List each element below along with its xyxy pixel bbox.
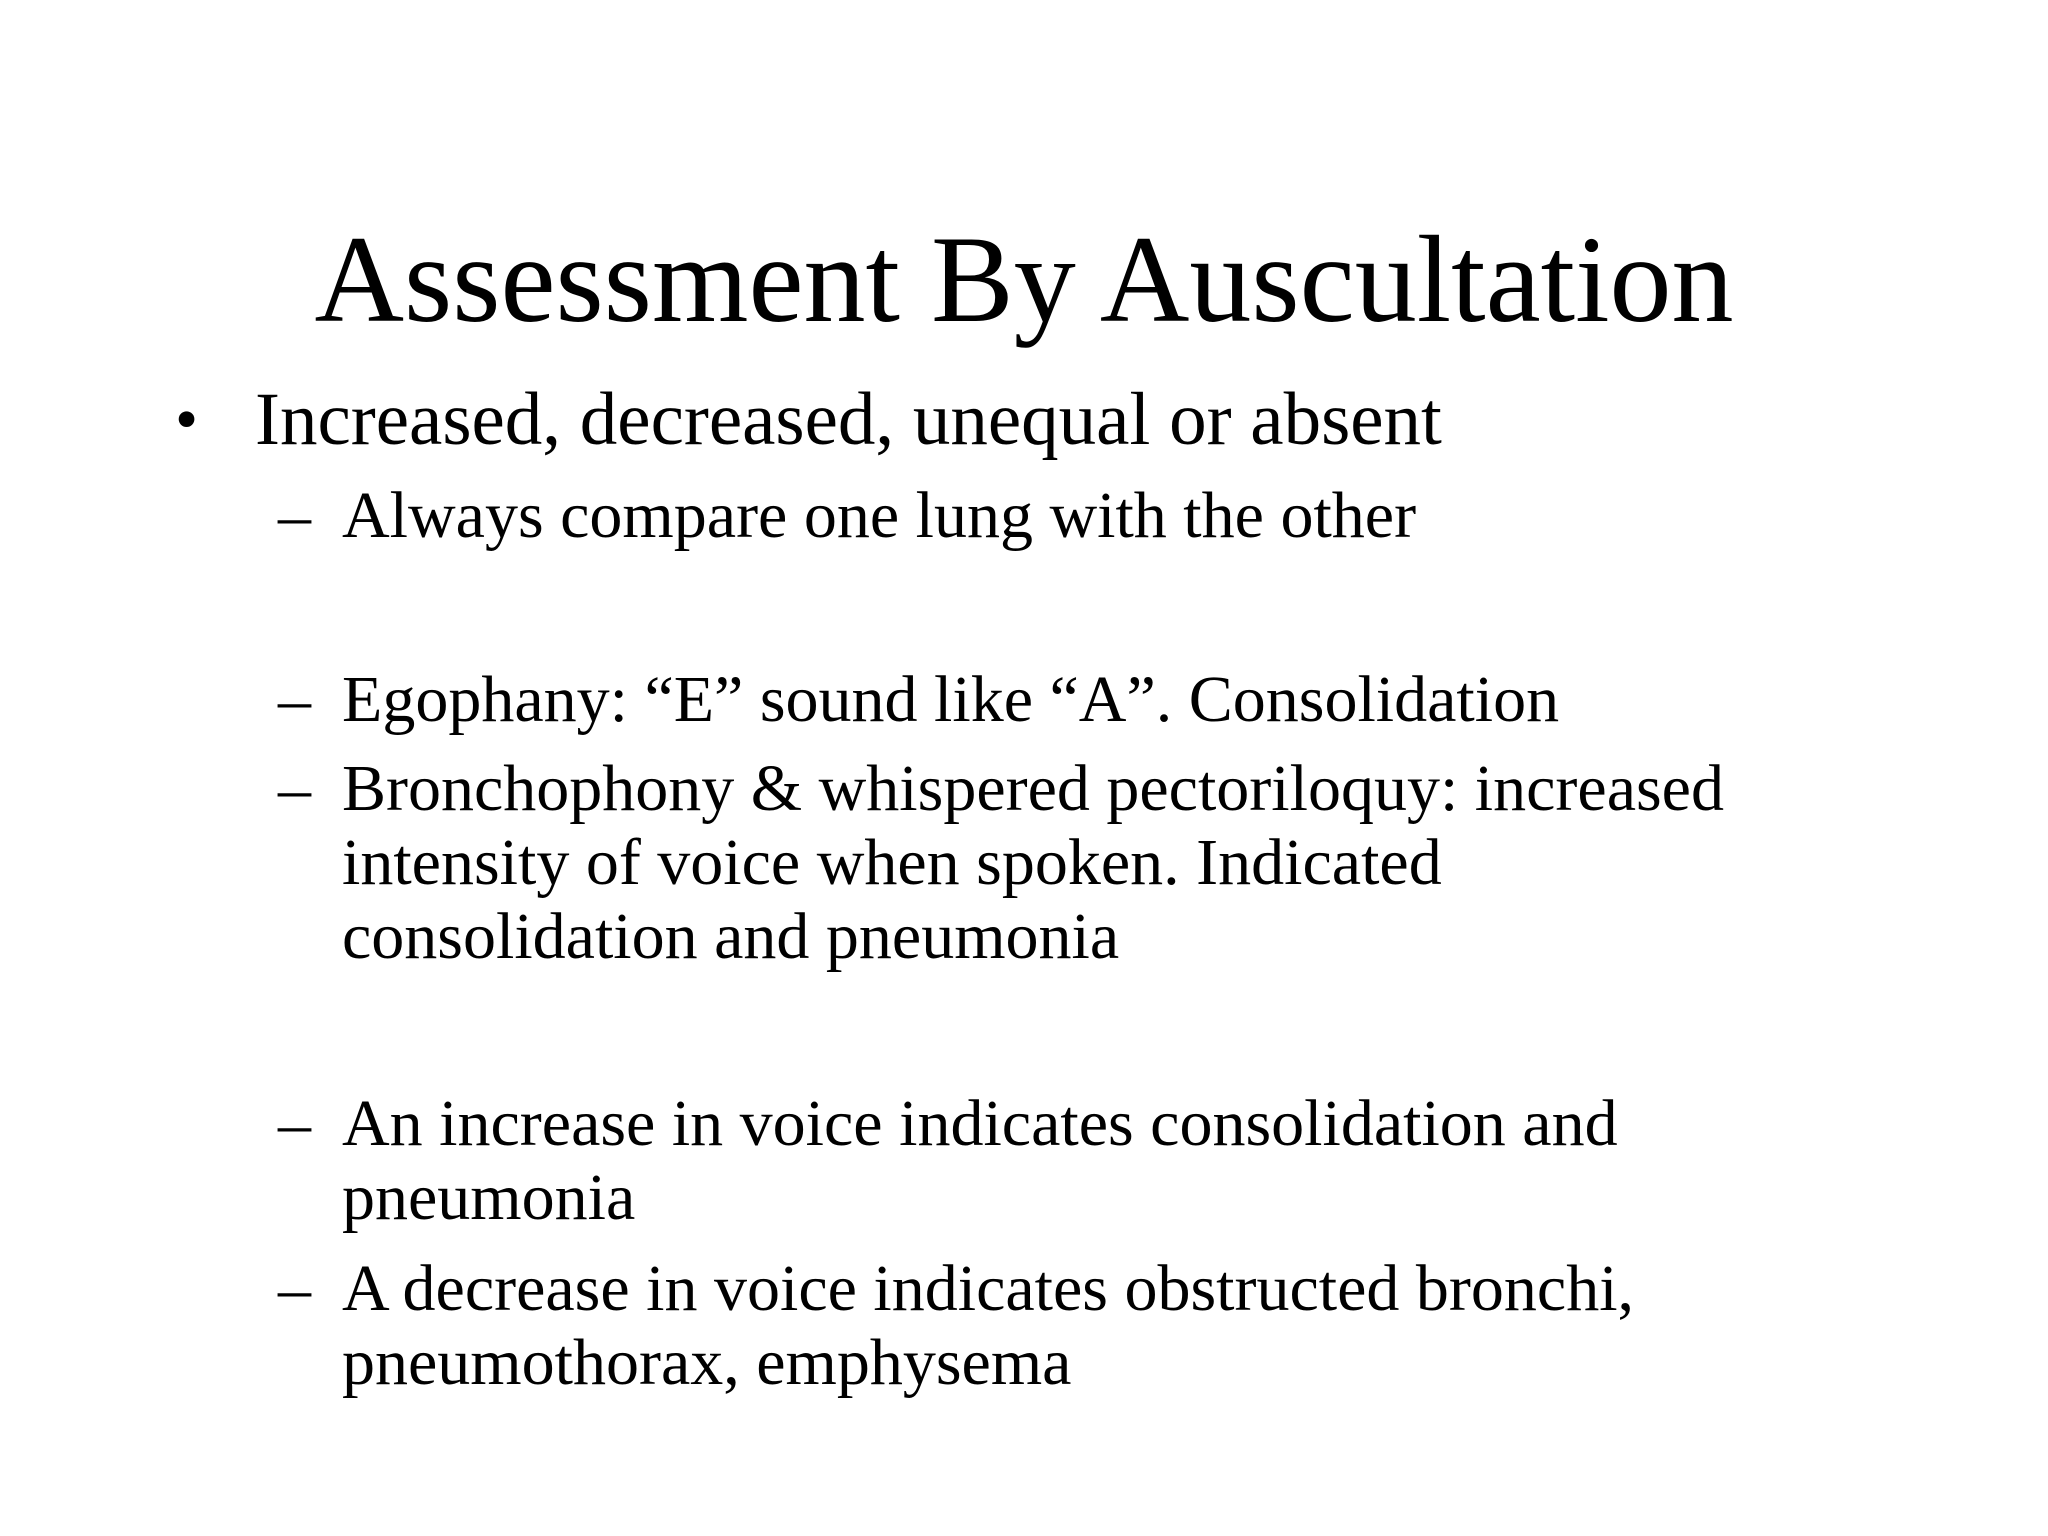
sub-item-text: Egophany: “E” sound like “A”. Consolidation [342, 663, 1560, 736]
sub-item-text: Always compare one lung with the other [342, 479, 1417, 552]
slide-title: Assessment By Auscultation [314, 211, 1734, 348]
sub-item-dash: – [278, 1087, 311, 1160]
bullet-marker: • [175, 383, 199, 456]
sub-item-dash: – [278, 479, 311, 552]
sub-item-text: A decrease in voice indicates obstructed bronchi, pneumothorax, emphysema [342, 1252, 1635, 1399]
sub-item-dash: – [278, 663, 311, 736]
sub-item-dash: – [278, 752, 311, 825]
main-bullet-text: Increased, decreased, unequal or absent [255, 378, 1442, 461]
sub-item-text: Bronchophony & whispered pectoriloquy: increased intensity of voice when spoken. Indicated consolidation and pneumonia [342, 752, 1724, 973]
sub-item-dash: – [278, 1252, 311, 1325]
sub-item-text: An increase in voice indicates consolidation and pneumonia [342, 1087, 1618, 1234]
